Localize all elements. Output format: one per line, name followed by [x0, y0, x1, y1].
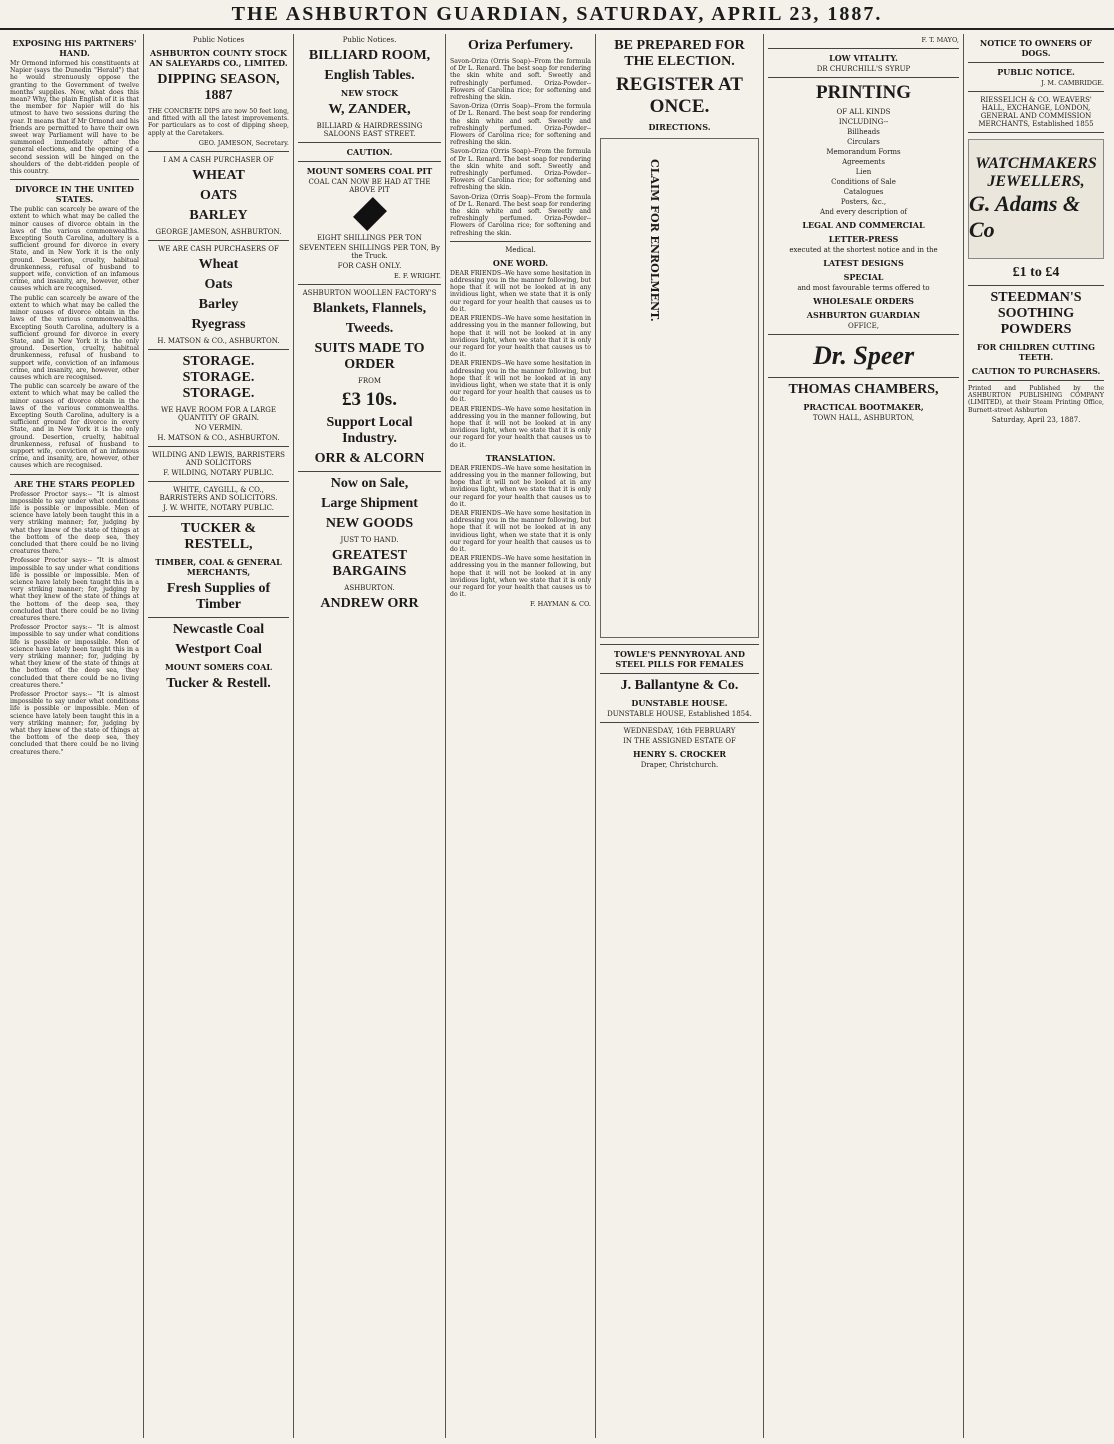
divider [450, 241, 591, 242]
ad-body: TOWN HALL, ASHBURTON, [812, 414, 915, 422]
form-title: CLAIM FOR ENROLMENT. [648, 159, 661, 322]
list-item: Memorandum Forms [826, 148, 901, 156]
divider [968, 62, 1104, 63]
article-heading: ARE THE STARS PEOPLED [14, 478, 135, 489]
ad-title: Newcastle Coal [172, 621, 265, 637]
ad-heading: LATEST DESIGNS [823, 258, 904, 268]
list-item: Billheads [847, 128, 880, 136]
ad-title: NEW GOODS [325, 516, 414, 531]
ad-title: Tucker & Restell. [166, 675, 271, 691]
ad-body: WE HAVE ROOM FOR A LARGE QUANTITY OF GRAIN. [161, 405, 276, 422]
ad-title: Oats [204, 276, 233, 292]
divider [148, 446, 289, 447]
article-body: Professor Proctor says:-- "It is almost impossible to say under what conditions life is possible or impossible. Men of science have lately been taught this in a very striking manner; for, judging by what they knew of the state of things at the bottom of the deep sea, they concluded that there could be no living creatures there." [10, 691, 139, 756]
ad-heading: WE ARE CASH PURCHASERS OF [158, 244, 279, 253]
ad-body: FOR CASH ONLY. [337, 262, 402, 270]
ad-title: DIPPING SEASON, 1887 [157, 72, 280, 103]
ad-signature: J. M. CAMBRIDGE. [1041, 79, 1104, 87]
ad-title: W, ZANDER, [328, 102, 411, 117]
divider [968, 285, 1104, 286]
ad-title: English Tables. [324, 68, 415, 83]
ad-title: Now on Sale, [330, 476, 409, 491]
list-item: Lien [855, 168, 872, 176]
ad-title: BARLEY [189, 207, 248, 223]
ad-body: ASHBURTON. [344, 584, 395, 592]
ad-heading: I AM A CASH PURCHASER OF [163, 155, 274, 164]
ad-body: DEAR FRIENDS--We have some hesitation in addressing you in the manner following, but hope that it will not be looked at in any invidious light, when we state that it is only our regard for your health that causes us to do it. [450, 405, 591, 449]
ad-title: STORAGE. STORAGE. STORAGE. [182, 353, 255, 401]
ad-signature: F. HAYMAN & CO. [530, 600, 591, 609]
divider [148, 617, 289, 618]
newspaper-page [6, 34, 1108, 1438]
ad-body: Savon-Oriza (Orris Soap)--From the formula of Dr L. Renard. The best soap for rendering the skin white and soft. Sweetly and refreshingly perfumed. Oriza-Powder--Flowers of Carolina rice; for softening and refreshing the skin. [450, 148, 591, 192]
imprint: Printed and Published by the ASHBURTON PUBLISHING COMPANY (LIMITED), at their Steam Printing Office, Burnett-street Ashburton [968, 385, 1104, 414]
column-1 [6, 34, 144, 1438]
ad-heading: TOWLE'S PENNYROYAL AND STEEL PILLS FOR FEMALES [614, 649, 745, 669]
ad-body: JUST TO HAND. [340, 536, 399, 544]
ad-body: DEAR FRIENDS--We have some hesitation in addressing you in the manner following, but hope that it will not be looked at in any invidious light, when we state that it is only our regard for your health that causes us to do it. [450, 555, 591, 599]
article-body: The public can scarcely be aware of the extent to which what may be called the minor causes of divorce obtain in the laws of the various commonwealths. Excepting South Carolina, adultery is a sufficient ground for divorce in every State, and in New York it is the only ground. Desertion, cruelty, habitual drunkenness, refusal of husband to support wife, conviction of an infamous crime, and insanity, are, however, other causes which are recognised. [10, 383, 139, 470]
column-4 [446, 34, 596, 1438]
ad-signature: GEO. JAMESON, Secretary. [198, 138, 289, 147]
ad-heading: CAUTION TO PURCHASERS. [971, 366, 1101, 376]
section-label: Public Notices. [342, 36, 397, 44]
article-body: Professor Proctor says:-- "It is almost impossible to say under what conditions life is possible or impossible. Men of science have lately been taught this in a very striking manner; for, judging by what they knew of the state of things at the bottom of the deep sea, they concluded that there could be no living creatures there." [10, 624, 139, 689]
ad-heading: DUNSTABLE HOUSE. [631, 698, 728, 708]
ad-body: RIESSELICH & CO. WEAVERS' HALL, EXCHANGE, LONDON, GENERAL AND COMMISSION MERCHANTS, Established 1855 [978, 96, 1094, 128]
list-item: Conditions of Sale [831, 178, 896, 186]
ad-heading: ASHBURTON COUNTY STOCK AN SALEYARDS CO., LIMITED. [149, 48, 288, 68]
ad-heading: MOUNT SOMERS COAL [165, 661, 272, 672]
ad-heading: FOR CHILDREN CUTTING TEETH. [976, 342, 1095, 362]
column-3 [294, 34, 446, 1438]
list-item: Agreements [842, 158, 885, 166]
ad-heading: WHITE, CAYGILL, & CO., BARRISTERS AND SOLICITORS. [159, 485, 278, 502]
column-7 [964, 34, 1108, 1438]
article-heading: DIVORCE IN THE UNITED STATES. [15, 184, 134, 205]
ad-title: Ryegrass [191, 316, 246, 332]
divider [768, 48, 959, 49]
ad-body: DEAR FRIENDS--We have some hesitation in addressing you in the manner following, but hope that it will not be looked at in any invidious light, when we state that it is only our regard for your health that causes us to do it. [450, 509, 591, 553]
logo-text: G. Adams & Co [969, 191, 1081, 242]
ad-body: DEAR FRIENDS--We have some hesitation in addressing you in the manner following, but hope that it will not be looked at in any invidious light, when we state that it is only our regard for your health that causes us to do it. [450, 315, 591, 359]
column-5 [596, 34, 764, 1438]
ad-body: FROM [357, 377, 382, 385]
ad-title: Westport Coal [175, 641, 262, 657]
list-item: Posters, &c., [840, 198, 887, 206]
logo-text: WATCHMAKERS [975, 155, 1097, 172]
ad-heading: NOTICE TO OWNERS OF DOGS. [979, 38, 1093, 58]
divider [298, 142, 441, 143]
ad-heading: PRACTICAL BOOTMAKER, [803, 402, 924, 412]
ad-title: THOMAS CHAMBERS, [788, 382, 939, 397]
ad-body: NO VERMIN. [194, 423, 243, 432]
list-item: Circulars [847, 138, 880, 146]
ad-body: BILLIARD & HAIRDRESSING SALOONS EAST STREET. [316, 122, 423, 138]
ad-title: SUITS MADE TO ORDER [314, 341, 425, 372]
masthead [0, 0, 1114, 30]
divider [298, 284, 441, 285]
ad-body: F. WILDING, NOTARY PUBLIC. [163, 468, 274, 477]
masthead-title: THE ASHBURTON GUARDIAN, SATURDAY, APRIL 23, 1887. [231, 2, 883, 25]
article-body: The public can scarcely be aware of the extent to which what may be called the minor causes of divorce obtain in the laws of the various commonwealths. Excepting South Carolina, adultery is a sufficient ground for divorce in every State, and in New York it is the only ground. Desertion, cruelty, habitual drunkenness, refusal of husband to support wife, conviction of an infamous crime, and insanity, are, however, other causes which are recognised. [10, 294, 139, 381]
ad-body: OFFICE, [848, 322, 879, 330]
article-body: Professor Proctor says:-- "It is almost impossible to say under what conditions life is possible or impossible. Men of science have lately been taught this in a very striking manner; for, judging by what they knew of the state of things at the bottom of the deep sea, they concluded that there could be no living creatures there." [10, 490, 139, 556]
ad-title: Tweeds. [345, 321, 394, 336]
divider [10, 179, 139, 180]
ad-title: TUCKER & RESTELL, [180, 520, 257, 552]
ad-heading: TIMBER, COAL & GENERAL MERCHANTS, [155, 556, 282, 577]
ad-body: Savon-Oriza (Orris Soap)--From the formula of Dr L. Renard. The best soap for rendering the skin white and soft. Sweetly and refreshingly perfumed. Oriza-Powder--Flowers of Carolina rice; for softening and refreshing the skin. [450, 58, 591, 102]
ad-title: Wheat [198, 256, 239, 272]
ad-title: Dr. Speer [812, 341, 915, 370]
ad-signature: H. MATSON & CO., ASHBURTON. [157, 433, 280, 442]
ad-body: INCLUDING-- [838, 118, 889, 126]
ad-body: executed at the shortest notice and in the [789, 246, 938, 254]
divider [298, 471, 441, 472]
ad-signature: H. MATSON & CO., ASHBURTON. [157, 336, 280, 345]
ad-signature: E. F. WRIGHT. [394, 272, 441, 280]
divider [148, 349, 289, 350]
ad-title: GREATEST BARGAINS [331, 548, 408, 579]
divider [148, 240, 289, 241]
ad-heading: WHOLESALE ORDERS [813, 296, 914, 306]
price-label: £3 10s. [342, 389, 397, 410]
ad-title: Fresh Supplies of Timber [166, 580, 271, 612]
ad-heading: LOW VITALITY. [829, 53, 898, 63]
divider [968, 132, 1104, 133]
ad-signature: DUNSTABLE HOUSE, Established 1854. [607, 710, 752, 718]
ad-body: Savon-Oriza (Orris Soap)--From the formula of Dr L. Renard. The best soap for rendering the skin white and soft. Sweetly and refreshingly perfumed. Oriza-Powder--Flowers of Carolina rice; for softening and refreshing the skin. [450, 103, 591, 147]
divider [768, 377, 959, 378]
ad-title: BILLIARD ROOM, [308, 48, 431, 63]
ad-body: DEAR FRIENDS--We have some hesitation in addressing you in the manner following, but hope that it will not be looked at in any invidious light, when we state that it is only our regard for your health that causes us to do it. [450, 464, 591, 508]
divider [968, 380, 1104, 381]
ad-body: THE CONCRETE DIPS are now 50 feet long, and fitted with all the latest improvements. For particulars as to cost of dipping sheep, apply at the Caretakers. [148, 108, 289, 137]
ad-title: Blankets, Flannels, [312, 301, 427, 316]
ad-title: Barley [198, 296, 239, 312]
ad-title: WHEAT [192, 167, 245, 183]
ad-signature: GEORGE JAMESON, ASHBURTON. [155, 227, 282, 236]
ad-body: DEAR FRIENDS--We have some hesitation in addressing you in the manner following, but hope that it will not be looked at in any invidious light, when we state that it is only our regard for your health that causes us to do it. [450, 269, 591, 313]
divider [10, 474, 139, 475]
diamond-ornament-icon [353, 197, 387, 231]
ad-body: Savon-Oriza (Orris Soap)--From the formula of Dr L. Renard. The best soap for rendering the skin white and soft. Sweetly and refreshingly perfumed. Oriza-Powder--Flowers of Carolina rice; for softening and refreshing the skin. [450, 193, 591, 237]
article-body: The public can scarcely be aware of the extent to which what may be called the minor causes of divorce obtain in the laws of the various commonwealths. Excepting South Carolina, adultery is a sufficient ground for divorce in every State, and in New York it is the only ground. Desertion, cruelty, habitual drunkenness, refusal of husband to support wife, conviction of an infamous crime, and insanity, are, however, other causes which are recognised. [10, 206, 139, 293]
ad-title: ORR & ALCORN [314, 451, 425, 466]
imprint-date: Saturday, April 23, 1887. [991, 415, 1081, 424]
ad-heading: TRANSLATION. [485, 452, 556, 463]
ad-title: ANDREW ORR [320, 596, 419, 611]
ad-body: DEAR FRIENDS--We have some hesitation in addressing you in the manner following, but hope that it will not be looked at in any invidious light, when we state that it is only our regard for your health that causes us to do it. [450, 360, 591, 404]
ad-body: And every description of [819, 208, 908, 216]
ad-heading: LEGAL AND COMMERCIAL [802, 220, 925, 230]
logo-text: JEWELLERS, [987, 173, 1085, 190]
ad-title: REGISTER AT ONCE. [616, 74, 743, 117]
list-item: Catalogues [843, 188, 884, 196]
section-label: Medical. [505, 245, 536, 254]
divider [600, 722, 759, 723]
article-body: Mr Ormond informed his constituents at Napier (says the Dunedin "Herald") that he would strenuously oppose the granting to the Government of twelve months' supplies. Now, what does this mean? Why, the plain English of it is that the member for Napier will do his utmost to have two sessions during the year. It means that if Mr Ormond and his friends are permitted to have their own sweet way Parliament will have to be summoned immediately after the general elections, and the opening of a second session will be hinged on the shoulders of the debt-ridden people of this country. [10, 60, 139, 176]
ad-body: J. W. WHITE, NOTARY PUBLIC. [163, 503, 274, 512]
ad-heading: SPECIAL [843, 272, 884, 282]
ad-title: PRINTING [815, 82, 911, 103]
divider [600, 644, 759, 645]
section-label: Public Notices [192, 36, 245, 44]
divider [768, 334, 959, 335]
divider [148, 516, 289, 517]
ad-heading: ASHBURTON WOOLLEN FACTORY'S [302, 289, 437, 297]
enrolment-form [600, 138, 759, 638]
ad-title: Large Shipment [321, 496, 418, 511]
divider [148, 151, 289, 152]
ad-body: IN THE ASSIGNED ESTATE OF [623, 737, 736, 745]
article-heading: EXPOSING HIS PARTNERS' HAND. [12, 38, 137, 58]
ad-body: and most favourable terms offered to [797, 284, 930, 292]
ad-heading: DIRECTIONS. [648, 122, 711, 132]
ad-heading: PUBLIC NOTICE. [997, 67, 1075, 77]
column-6 [764, 34, 964, 1438]
ad-heading: ASHBURTON GUARDIAN [806, 310, 921, 320]
ad-title: Oriza Perfumery. [468, 38, 573, 53]
ad-title: STEEDMAN'S SOOTHING POWDERS [990, 290, 1082, 337]
jeweller-logo [968, 139, 1104, 259]
divider [968, 91, 1104, 92]
ad-body: EIGHT SHILLINGS PER TON [317, 234, 422, 242]
ad-heading: MOUNT SOMERS COAL PIT [306, 166, 433, 176]
ad-title: £1 to £4 [1012, 265, 1060, 280]
ad-heading: WEDNESDAY, 16th FEBRUARY [623, 727, 736, 735]
ad-title: OATS [199, 187, 238, 203]
ad-body: COAL CAN NOW BE HAD AT THE ABOVE PIT [308, 178, 431, 194]
divider [768, 77, 959, 78]
divider [298, 161, 441, 162]
ad-heading: LETTER-PRESS [828, 234, 899, 244]
column-2 [144, 34, 294, 1438]
ad-heading: NEW STOCK [340, 88, 399, 98]
ad-title: Support Local Industry. [326, 415, 413, 446]
ad-heading: HENRY S. CROCKER [633, 749, 726, 759]
article-body: Professor Proctor says:-- "It is almost impossible to say under what conditions life is possible or impossible. Men of science have lately been taught this in a very striking manner; for, judging by what they knew of the state of things at the bottom of the deep sea, they concluded that there could be no living creatures there." [10, 557, 139, 623]
ad-heading: ONE WORD. [492, 257, 549, 268]
ad-signature: F. T. MAYO, [921, 36, 959, 44]
ad-title: BE PREPARED FOR THE ELECTION. [614, 38, 745, 69]
ad-heading: CAUTION. [346, 147, 393, 157]
ad-body: OF ALL KINDS [836, 108, 891, 116]
divider [148, 481, 289, 482]
ad-body: SEVENTEEN SHILLINGS PER TON, By the Truck. [299, 244, 440, 260]
divider [600, 673, 759, 674]
ad-title: J. Ballantyne & Co. [620, 678, 739, 693]
ad-body: Draper, Christchurch. [640, 761, 719, 769]
ad-body: DR CHURCHILL'S SYRUP [816, 65, 911, 73]
ad-heading: WILDING AND LEWIS, BARRISTERS AND SOLICITORS [152, 450, 285, 467]
